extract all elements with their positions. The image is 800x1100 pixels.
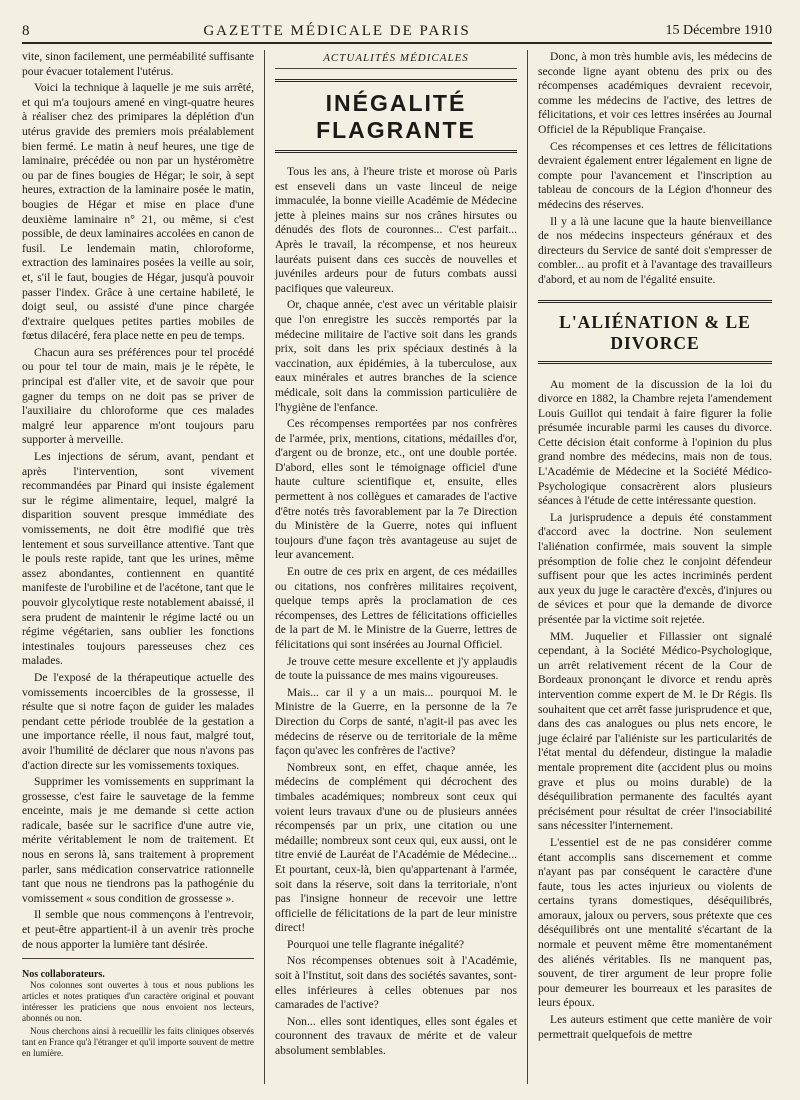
paragraph: Supprimer les vomissements en supprimant la grossesse, c'est faire le sauvetage de la femme enceinte, mais je me demande si cette action radicale, basée sur le sacrifice d'une autre vie, mérite véritablement le nom de traitement. Et nous en serons là, sans traitement à proprement parler, sans médication conservatrice rationnelle tant que nous ne tiendrons pas la pathogénie du vomissement « sous condition de grossesse ». <box>22 775 254 905</box>
paragraph: Nombreux sont, en effet, chaque année, les médecins de complément qui décrochent des timbales académiques; nombreux sont ceux qui voient leurs travaux d'une ou de plusieurs années récompensés par un prix, une citation ou une médaille; nombreux sont ceux qui, eux aussi, ont le titre envié de Lauréat de l'Académie de Médecine... Et pourtant, ceux-là, bien qu'appartenant à l'armée, soit dans la réserve, soit dans la territoriale, n'ont pas l'insigne honneur de recevoir une lettre officielle de félicitations de la part de leur ministre direct! <box>275 760 517 935</box>
journal-title: GAZETTE MÉDICALE DE PARIS <box>203 22 471 39</box>
column-3 <box>528 50 772 1084</box>
paragraph: Tous les ans, à l'heure triste et morose où Paris est enseveli dans un vaste linceul de neige immaculée, la bonne vieille Académie de Médecine jette à pleines mains sur nos crânes hirsutes ou dénudés des flots de couronnes... C'est parfait... Après le travail, la récompense, et nos heureux lauréats puisent dans ces succès de nouvelles et juvéniles ardeurs pour de futurs combats aussi pacifiques que valeureux. <box>275 165 517 295</box>
article-headline: L'ALIÉNATION & LE DIVORCE <box>559 311 751 353</box>
paragraph: Les injections de sérum, avant, pendant et après l'intervention, sont vivement recommandées par Pinard qui insiste également sur le régime alimentaire, lequel, malgré la disparition souvent presque immédiate des vomissements, ne doit être modifié que très lentement et sous surveillance attentive. Tant que le pouls reste rapide, tant que les urines, même assez abondantes, contiennent en quantité manifeste de l'urobiline et de l'acétone, tant que le pouvoir glycolytique reste notablement abaissé, il sera prudent de maintenir le régime lacté ou un régime végétarien, sans oublier les fonctions intestinales toujours paresseuses chez ces malades. <box>22 450 254 668</box>
headline-box <box>538 300 772 364</box>
paragraph: Les auteurs estiment que cette manière de voir permettrait quelquefois de mettre <box>538 1013 772 1041</box>
paragraph: vite, sinon facilement, une perméabilité suffisante pour évacuer totalement l'utérus. <box>22 50 254 78</box>
headline-box <box>275 79 517 153</box>
note-paragraph: Nos colonnes sont ouvertes à tous et nous publions les articles et notes pratiques d'un caractère original et pouvant intéresser les praticiens que nous envoient nos lecteurs, abonnés ou non. <box>22 980 254 1024</box>
issue-date: 15 Décembre 1910 <box>665 23 772 38</box>
notes-heading: Nos collaborateurs. <box>22 969 105 981</box>
paragraph: Chacun aura ses préférences pour tel procédé ou pour tel tour de main, mais je le répète, le principal est d'aller vite, et de savoir que pour gagner du temps on ne doit pas se priver de l'auxiliaire du chloroforme que ces malades malgré leur apparence m'ont toujours paru supporter à merveille. <box>22 345 254 447</box>
section-kicker: ACTUALITÉS MÉDICALES <box>275 50 517 69</box>
paragraph: Non... elles sont identiques, elles sont égales et couronnent des travaux de mérite et de valeur absolument semblables. <box>275 1014 517 1058</box>
paragraph: Il y a là une lacune que la haute bienveillance de nos médecins inspecteurs généraux et des directeurs du Service de santé doit s'empresser de combler... au profit et à l'avantage des travailleurs d'abord, et au nom de l'égalité ensuite. <box>538 214 772 286</box>
paragraph: Voici la technique à laquelle je me suis arrêté, et qui m'a toujours amené en vingt-quatre heures à réaliser chez des primipares la déplétion d'un utérus gravide des premiers mois préalablement bien fermé. Le matin à neuf heures, une tige de laminaire, précédée ou non par un hystéromètre ou par de fines bougies de Hégar; le soir, à sept heures, extraction de la laminaire posée le matin, bougies de Hégar et mise en place d'une deuxième laminaire n° 21, ou même, si c'est possible, de deux laminaires accolées en canon de fusil. Le lendemain matin, chloroforme, extraction des laminaires posées la veille au soir, et, s'il le faut, bougies de Hégar, jusqu'à pouvoir passer l'index. Grâce à une certaine habileté, le doigt seul, ou assisté d'une pince chargée d'extraire quelques petites parties mobiles de fœtus dilacéré, fera place nette en peu de temps. <box>22 81 254 343</box>
column-1 <box>22 50 264 1084</box>
paragraph: Mais... car il y a un mais... pourquoi M. le Ministre de la Guerre, en la personne de la 7e Direction du Corps de santé, n'agit-il pas avec les médecins de réserve ou de territoriale de la même façon qu'avec les confrères de l'active? <box>275 685 517 758</box>
paragraph: Pourquoi une telle flagrante inégalité? <box>287 937 465 951</box>
paragraph: Ces récompenses et ces lettres de félicitations devraient également entrer légalement en ligne de compte pour l'avancement et l'inscription au tableau de concours de la Légion d'honneur des médecins des réserves. <box>538 139 772 211</box>
paragraph: Or, chaque année, c'est avec un véritable plaisir que l'on enregistre les succès remportés par la médecine militaire de l'active soit dans les grands prix, soit dans les prix spéciaux destinés à la vaccination, aux épidémies, à la tuberculose, aux eaux minérales et autres branches de la science médicale, soit dans la commission particulière de l'hygiène de l'enfance. <box>275 298 517 414</box>
running-header <box>22 20 772 44</box>
paragraph: De l'exposé de la thérapeutique actuelle des vomissements incoercibles de la grossesse, il résulte que si notre façon de guider les malades pendant cette période troublée de la gestation a une importance réelle, il nous faut, malgré tout, avoir l'humilité de déclarer que nous n'avons pas d'action directe sur les vomissements toxiques. <box>22 670 254 772</box>
paragraph: En outre de ces prix en argent, de ces médailles ou citations, nos confrères militaires reçoivent, quelque temps après la proclamation de ces récompenses, des Lettres de félicitations officielles de la part de M. le Ministre de la Guerre, lettres de félicitations qui sont insérées au Journal Officiel. <box>275 565 517 651</box>
article-headline: INÉGALITÉ FLAGRANTE <box>316 90 476 143</box>
paragraph: Donc, à mon très humble avis, les médecins de seconde ligne ayant obtenu des prix ou des récompenses académiques devraient recevoir, comme les médecins de l'active, des lettres de félicitations, et voir ces lettres insérées au Journal Officiel de la République Française. <box>538 50 772 136</box>
note-paragraph: Nous cherchons ainsi à recueillir les faits cliniques observés tant en France qu'à l'étranger et qu'il importe souvent de mettre en lumière. <box>22 1026 254 1059</box>
columns <box>22 50 772 1084</box>
page-number: 8 <box>22 22 31 39</box>
column-2 <box>264 50 528 1084</box>
paragraph: Nos récompenses obtenues soit à l'Académie, soit à l'Institut, soit dans des sociétés savantes, sont-elles inférieures à celles obtenues par nos camarades de l'active? <box>275 954 517 1012</box>
editorial-notes <box>22 969 254 1059</box>
paragraph: Je trouve cette mesure excellente et j'y applaudis de toute la puissance de mes mains vigoureuses. <box>275 654 517 683</box>
paragraph: Il semble que nous commençons à l'entrevoir, et peut-être appartient-il à un avenir très proche de nous apporter la lumière tant désirée. <box>22 908 254 951</box>
divider <box>22 958 254 959</box>
paragraph: La jurisprudence a depuis été constamment d'accord avec la doctrine. Non seulement l'aliénation confirmée, mais souvent la simple présomption de folie chez le conjoint défendeur suffisent pour que les actes incriminés perdent aux yeux du juge le caractère d'excès, d'injures ou de sévices et pour que la demande de divorce présentée par la victime soit rejetée. <box>538 510 772 626</box>
paragraph: Au moment de la discussion de la loi du divorce en 1882, la Chambre rejeta l'amendement Louis Guillot qui tendait à faire figurer la folie présumée incurable parmi les causes du divorce. Cette décision était conforme à l'opinion du plus grand nombre des médecins, mais non de tous. L'Académie de Médecine et la Société Médico-Psychologique consacrèrent alors plusieurs séances à l'étude de cette intéressante question. <box>538 377 772 508</box>
paragraph: Ces récompenses remportées par nos confrères de l'armée, prix, mentions, citations, médailles d'or, d'argent ou de bronze, etc., ont une double portée. D'abord, elles sont le témoignage officiel d'une haute culture scientifique et, ensuite, elles permettent à nos collègues et camarades de l'active d'être notés très favorablement par la 7e Direction du Ministère de la Guerre, notes qui influent toujours d'une façon très avantageuse au sujet de leur avancement. <box>275 417 517 562</box>
paragraph: MM. Juquelier et Fillassier ont signalé cependant, à la Société Médico-Psychologique, un arrêt relativement récent de la Cour de Bordeaux prononçant le divorce et rendu après intervention comme expert de M. le Dr Régis. Ils souhaitent que cet arrêt fasse jurisprudence et que, dans des cas analogues ou plus nets encore, le juge éclairé par l'aliéniste sur les particularités de l'état mental du défendeur, distingue la maladie mentale proprement dite (accident plus ou moins grave et plus ou moins durable) de la déséquilibration permanente des facultés ayant précisément pour résultat de créer l'insociabilité sans nécessiter l'internement. <box>538 629 772 833</box>
paragraph: L'essentiel est de ne pas considérer comme étant accomplis sans discernement et comme n'ayant pas par conséquent le caractère d'une faute, tous les actes injurieux ou violents de certains tyrans domestiques, déséquilibrés, amoraux, jaloux ou pervers, sous prétexte que ces déséquilibrés ont une mentalité s'écartant de la normale et peuvent même être momentanément des aliénés véritables. Ils ne manquent pas, souvent, de tirer argument de leur propre folie pour demeurer les bourreaux et les parasites de leurs époux. <box>538 835 772 1010</box>
